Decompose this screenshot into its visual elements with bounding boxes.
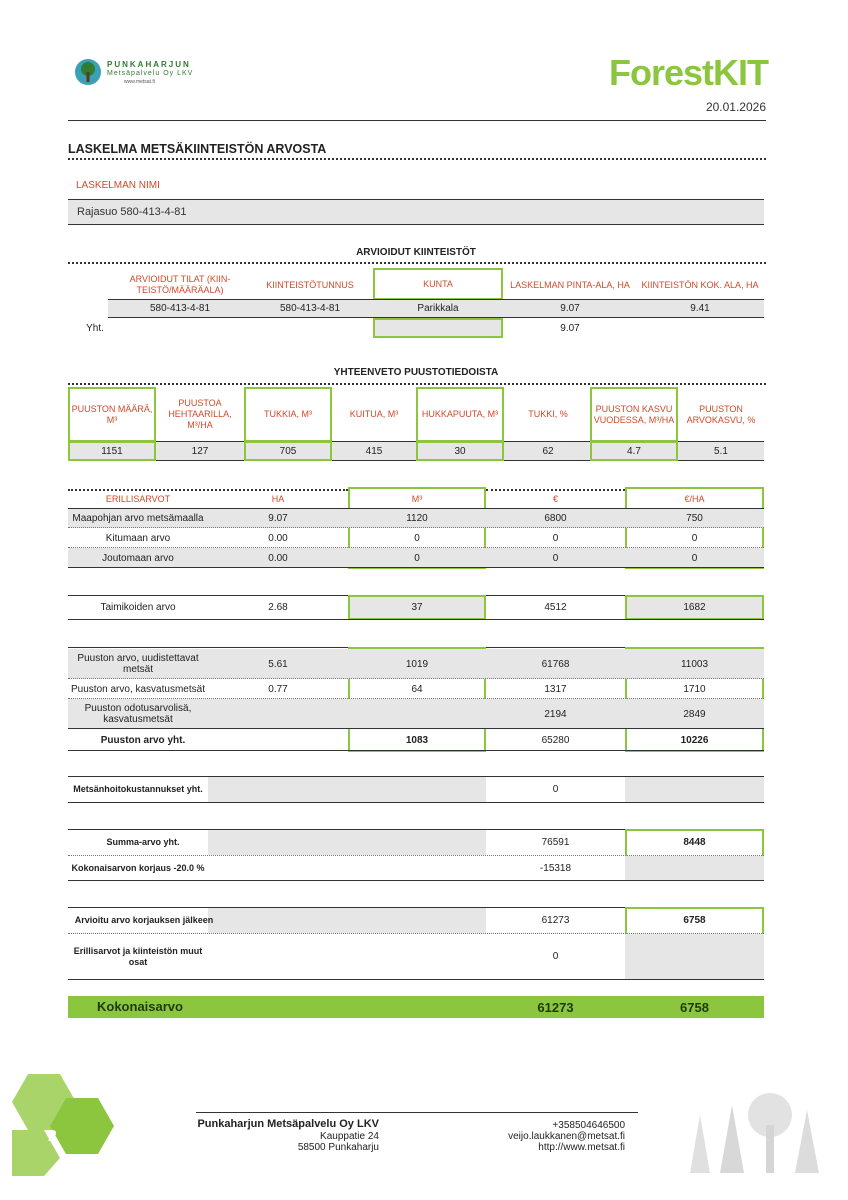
sep-kitumaa-label: Kitumaan arvo (105, 532, 171, 544)
correction-label: Kokonaisarvon korjaus -20.0 % (71, 862, 205, 873)
sum-grey (208, 830, 486, 855)
adjusted-value: 61273 (541, 915, 570, 926)
prop-cell-tunnus: 580-413-4-81 (279, 303, 341, 314)
prop-header-kunta: KUNTA (373, 268, 503, 300)
timber-header-kasvu: PUUSTON KASVU VUODESSA, M³/HA (590, 387, 678, 442)
title-divider (68, 158, 766, 160)
footer-street: Kauppatie 24 (320, 1131, 379, 1142)
sep-joutomaa-eur: 0 (552, 552, 559, 564)
stand-total-eurha: 10226 (680, 734, 709, 746)
other-label: Erillisarvot ja kiinteistön muut osat (73, 945, 203, 967)
sep-kitumaa-ha: 0.00 (268, 532, 288, 544)
seedling-ha: 2.68 (268, 602, 288, 613)
adjusted-label: Arvioitu arvo korjauksen jälkeen (74, 915, 214, 925)
timber-header-kuitua: KUITUA, M³ (349, 409, 399, 419)
sep-maapohja-eur: 6800 (544, 512, 567, 524)
sep-header-ha: HA (271, 493, 285, 504)
date: 20.01.2026 (705, 100, 766, 114)
sep-kitumaa-eurha: 0 (691, 532, 698, 544)
costs-label: Metsänhoitokustannukset yht. (73, 784, 203, 794)
sum-bottom-line (68, 880, 764, 881)
page-title: LASKELMA METSÄKIINTEISTÖN ARVOSTA (68, 142, 327, 156)
stand-r3-m3 (348, 699, 486, 729)
timber-header-tukki-pct: TUKKI, % (528, 409, 568, 419)
hexagon-decoration-icon (8, 1070, 128, 1180)
brand-logo: ForestKIT (608, 52, 768, 93)
timber-value-maara: 1151 (68, 441, 156, 461)
logo-line2: Metsäpalvelu Oy LKV (107, 70, 194, 77)
sep-maapohja-eurha: 750 (686, 512, 703, 524)
timber-header-hehtaari: PUUSTOA HEHTAARILLA, M³/HA (168, 398, 232, 430)
footer-phone[interactable]: +358504646500 (552, 1120, 625, 1131)
prop-cell-kunta: Parikkala (417, 303, 459, 314)
prop-header-tilat: ARVIOIDUT TILAT (KIIN-TEISTÖ/MÄÄRÄALA) (129, 274, 231, 295)
header-divider (68, 120, 766, 121)
stand-r1-m3: 1019 (405, 658, 429, 670)
stand-total-ha (208, 729, 348, 751)
prop-total-value: 9.07 (560, 323, 580, 334)
costs-grey-right (625, 777, 764, 802)
timber-value-hukka: 30 (416, 441, 504, 461)
stand-r1-eur: 61768 (541, 658, 570, 670)
timber-value-kasvu: 4.7 (590, 441, 678, 461)
stand-total-eur: 65280 (541, 734, 570, 746)
footer-line (196, 1112, 638, 1113)
footer-city: 58500 Punkaharju (297, 1142, 379, 1153)
stand-r2-eurha: 1710 (683, 683, 706, 695)
stand-r2-eur: 1317 (544, 683, 567, 695)
properties-title: ARVIOIDUT KIINTEISTÖT (356, 247, 476, 258)
correction-grey (625, 856, 764, 880)
timber-divider (68, 383, 766, 385)
prop-header-kok-ala: KIINTEISTÖN KOK. ALA, HA (641, 279, 759, 290)
sep-header-name: ERILLISARVOT (105, 493, 171, 504)
page-number: 2 (48, 1128, 57, 1145)
stand-r2-label: Puuston arvo, kasvatusmetsät (71, 683, 205, 695)
stand-r2-m3: 64 (411, 683, 423, 695)
adjusted-grey (208, 908, 486, 933)
company-logo (74, 58, 214, 88)
timber-header-maara: PUUSTON MÄÄRÄ, M³ (68, 387, 156, 442)
sum-per-ha: 8448 (683, 837, 706, 848)
total-label: Kokonaisarvo (97, 999, 183, 1014)
stand-r3-eurha: 2849 (683, 708, 706, 720)
tree-globe-icon (74, 58, 102, 86)
footer-email[interactable]: veijo.laukkanen@metsat.fi (508, 1131, 625, 1142)
adjusted-bottom-line (68, 979, 764, 980)
stand-total-label: Puuston arvo yht. (100, 734, 186, 746)
forest-decoration-icon (670, 1085, 830, 1175)
footer-web[interactable]: http://www.metsat.fi (538, 1142, 625, 1153)
stand-r3-ha (208, 699, 348, 729)
other-grey (625, 934, 764, 979)
logo-line1: PUNKAHARJUN (107, 60, 191, 69)
sep-maapohja-label: Maapohjan arvo metsämaalla (72, 512, 204, 524)
sep-joutomaa-ha: 0.00 (268, 552, 288, 564)
total-value: 61273 (537, 999, 574, 1015)
sep-header-eur: € (552, 493, 558, 504)
prop-header-pinta-ala: LASKELMAN PINTA-ALA, HA (510, 279, 630, 290)
timber-value-tukkia: 705 (244, 441, 332, 461)
seedling-eurha: 1682 (683, 602, 706, 613)
timber-header-hukka: HUKKAPUUTA, M³ (416, 387, 504, 442)
logo-line3: www.metsat.fi (124, 79, 155, 85)
costs-grey-left (208, 777, 486, 802)
adjusted-per-ha: 6758 (683, 915, 706, 926)
correction-value: -15318 (539, 862, 572, 874)
stand-r2-ha: 0.77 (268, 683, 288, 695)
prop-cell-tilat: 580-413-4-81 (149, 303, 211, 314)
prop-total-label: Yht. (86, 323, 104, 334)
stand-r3-label: Puuston odotusarvolisä, kasvatusmetsät (84, 703, 192, 725)
properties-divider (68, 262, 766, 264)
other-value: 0 (552, 951, 559, 962)
prop-cell-kok-ala: 9.41 (690, 303, 710, 314)
sum-label: Summa-arvo yht. (106, 837, 180, 847)
prop-total-box (373, 318, 503, 338)
sep-maapohja-ha: 9.07 (268, 512, 288, 524)
calc-name-label: LASKELMAN NIMI (76, 180, 160, 191)
stand-r1-eurha: 11003 (680, 658, 709, 670)
calc-name-value: Rajasuo 580-413-4-81 (77, 206, 187, 218)
stand-total-m3: 1083 (405, 734, 429, 746)
seedling-m3: 37 (411, 602, 423, 613)
costs-value: 0 (552, 784, 559, 795)
sep-maapohja-m3: 1120 (406, 512, 428, 524)
sep-joutomaa-m3: 0 (414, 552, 420, 564)
timber-title: YHTEENVETO PUUSTOTIEDOISTA (333, 367, 499, 378)
timber-value-tukki-pct: 62 (542, 445, 554, 457)
sep-kitumaa-m3: 0 (414, 532, 420, 544)
stand-r1-ha: 5.61 (268, 658, 288, 670)
sep-joutomaa-eurha: 0 (691, 552, 698, 564)
stand-r3-eur: 2194 (544, 708, 567, 720)
prop-cell-pinta-ala: 9.07 (560, 303, 580, 314)
seedling-label: Taimikoiden arvo (100, 602, 176, 613)
timber-value-arvokasvu: 5.1 (714, 445, 728, 457)
stand-r1-label: Puuston arvo, uudistettavat metsät (77, 653, 199, 675)
sep-joutomaa-label: Joutomaan arvo (102, 552, 174, 564)
footer-company: Punkaharjun Metsäpalvelu Oy LKV (197, 1118, 379, 1130)
timber-header-tukkia: TUKKIA, M³ (244, 387, 332, 442)
sep-header-eurha: €/HA (684, 493, 705, 504)
timber-value-hehtaari: 127 (191, 445, 209, 457)
seedling-eur: 4512 (544, 602, 567, 613)
calc-name-field (68, 199, 764, 225)
sep-header-m3: M³ (411, 493, 423, 504)
seedling-row-bottom (68, 619, 764, 620)
total-per-ha: 6758 (680, 999, 709, 1015)
sep-kitumaa-eur: 0 (552, 532, 559, 544)
timber-value-kuitua: 415 (365, 445, 383, 457)
sum-value: 76591 (541, 837, 570, 848)
timber-header-arvokasvu: PUUSTON ARVOKASVU, % (686, 403, 756, 425)
prop-header-tunnus: KIINTEISTÖTUNNUS (266, 279, 354, 290)
